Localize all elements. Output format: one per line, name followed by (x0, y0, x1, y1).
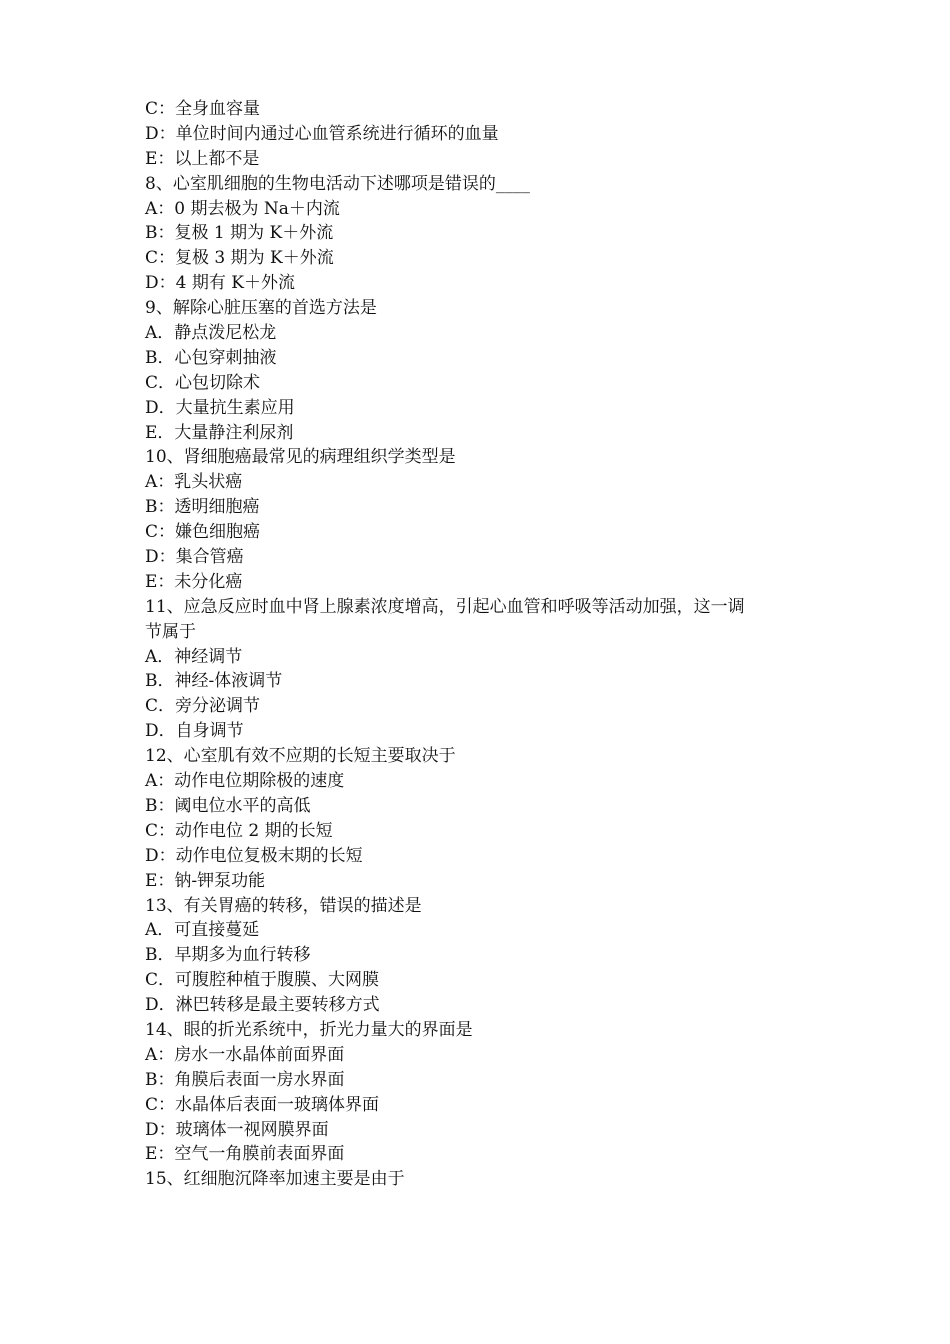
text-line: E：钠-钾泵功能 (145, 870, 266, 891)
text-line: C：嫌色细胞癌 (145, 522, 261, 543)
text-line: D．淋巴转移是最主要转移方式 (145, 995, 380, 1016)
text-line: A：乳头状癌 (145, 472, 243, 493)
text-line: D：单位时间内通过心血管系统进行循环的血量 (145, 123, 499, 144)
text-line: E．大量静注利尿剂 (145, 422, 294, 443)
question-line: 10、肾细胞癌最常见的病理组织学类型是 (145, 447, 456, 468)
text-line: A：动作电位期除极的速度 (145, 771, 345, 792)
text-line: B：复极 1 期为 K＋外流 (145, 223, 334, 244)
question-line: 8、心室肌细胞的生物电活动下述哪项是错误的____ (145, 173, 530, 194)
text-line: C．可腹腔种植于腹膜、大网膜 (145, 970, 380, 991)
text-line: B：阈电位水平的高低 (145, 795, 311, 816)
text-line: B．早期多为血行转移 (145, 945, 311, 966)
text-line: D：玻璃体一视网膜界面 (145, 1119, 329, 1140)
text-line: B：透明细胞癌 (145, 497, 260, 518)
text-line: C．旁分泌调节 (145, 696, 261, 717)
text-line: D：集合管癌 (145, 547, 244, 568)
text-line: D：4 期有 K＋外流 (145, 273, 295, 294)
text-line: A．静点泼尼松龙 (145, 323, 277, 344)
document-body (145, 97, 815, 1192)
question-line: 12、心室肌有效不应期的长短主要取决于 (145, 746, 456, 767)
text-line: B：角膜后表面一房水界面 (145, 1069, 345, 1090)
text-line: E：空气一角膜前表面界面 (145, 1144, 345, 1165)
text-line: A．可直接蔓延 (145, 920, 260, 941)
question-line: 13、有关胃癌的转移，错误的描述是 (145, 895, 422, 916)
question-line: 15、红细胞沉降率加速主要是由于 (145, 1169, 405, 1190)
question-line: 11、应急反应时血中肾上腺素浓度增高，引起心血管和呼吸等活动加强，这一调 (145, 596, 745, 617)
text-line: C：水晶体后表面一玻璃体界面 (145, 1094, 380, 1115)
question-line: 9、解除心脏压塞的首选方法是 (145, 298, 377, 319)
question-line: 14、眼的折光系统中，折光力量大的界面是 (145, 1019, 473, 1040)
text-line: A：房水一水晶体前面界面 (145, 1044, 345, 1065)
text-line: C：动作电位 2 期的长短 (145, 820, 333, 841)
text-line: E：以上都不是 (145, 148, 260, 169)
text-line: 节属于 (145, 621, 196, 642)
text-line: C：复极 3 期为 K＋外流 (145, 248, 334, 269)
text-line: B．心包穿刺抽液 (145, 347, 277, 368)
text-line: E：未分化癌 (145, 571, 243, 592)
text-line: C．心包切除术 (145, 372, 261, 393)
text-line: D．大量抗生素应用 (145, 397, 295, 418)
text-line: D：动作电位复极末期的长短 (145, 845, 363, 866)
text-line: B．神经-体液调节 (145, 671, 283, 692)
text-line: D．自身调节 (145, 721, 244, 742)
text-line: A．神经调节 (145, 646, 243, 667)
text-line: C：全身血容量 (145, 99, 261, 119)
text-line: A：0 期去极为 Na＋内流 (145, 198, 340, 219)
